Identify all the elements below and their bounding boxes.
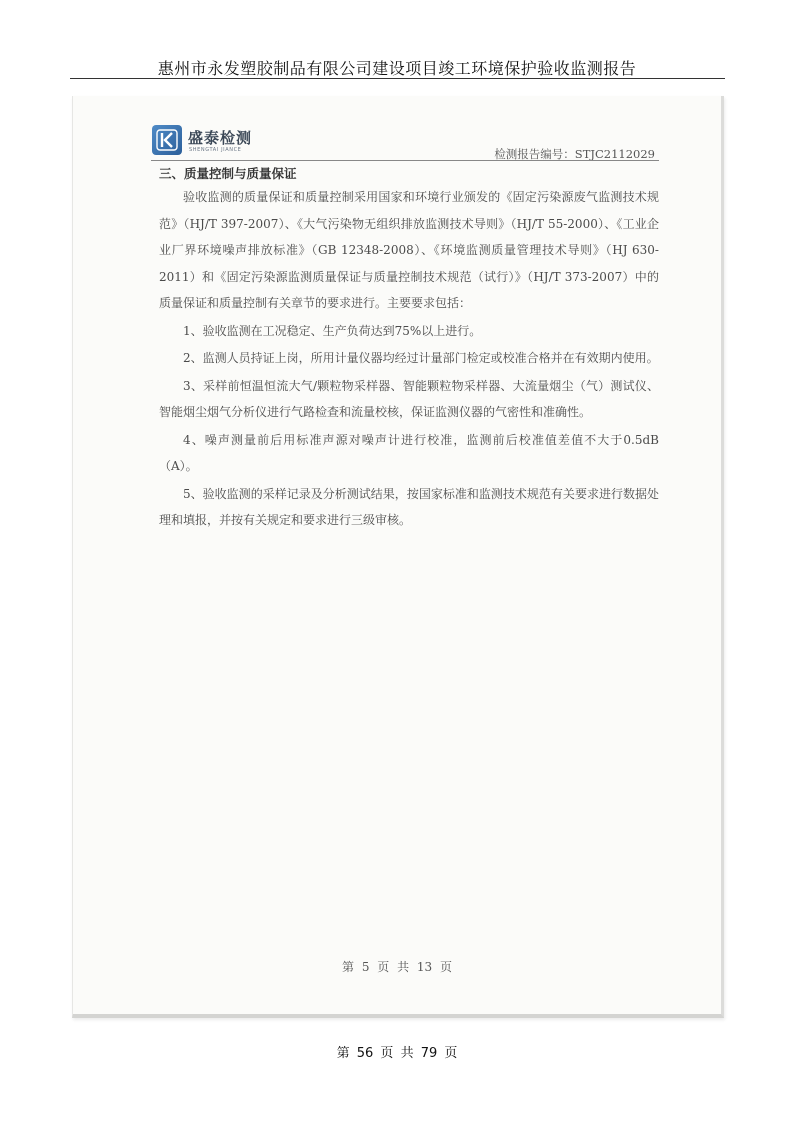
requirement-item: 2、监测人员持证上岗，所用计量仪器均经过计量部门检定或校准合格并在有效期内使用。 [183, 351, 659, 365]
inner-page-number: 第 5 页 共 13 页 [342, 960, 452, 974]
requirement-item: 1、验收监测在工况稳定、生产负荷达到75%以上进行。 [183, 323, 482, 338]
scanned-report-page [72, 96, 724, 1018]
inner-divider [151, 160, 659, 161]
report-number: 检测报告编号：STJC2112029 [494, 147, 655, 161]
requirement-item: 3、采样前恒温恒流大气/颗粒物采样器、智能颗粒物采样器、大流量烟尘（气）测试仪、智能烟尘烟气分析仪进行气路检查和流量校核，保证监测仪器的气密性和准确性。 [159, 378, 659, 419]
section-title: 三、质量控制与质量保证 [159, 166, 297, 181]
intro-paragraph: 验收监测的质量保证和质量控制采用国家和环境行业颁发的《固定污染源废气监测技术规范》（HJ/T 397-2007）、《大气污染物无组织排放监测技术导则》（HJ/T 55-2000）、《工业企业厂界环境噪声排放标准》（GB 12348-2008）、《环境监测质量管理技术导则》（HJ 630-2011）和《固定污染源监测质量保证与质量控制技术规范（试行）》（HJ/T 373-2007）中的质量保证和质量控制有关章节的要求进行。主要要求包括： [159, 190, 659, 310]
shengtai-logo-icon [152, 125, 182, 155]
document-page-number: 第 56 页 共 79 页 [336, 1046, 458, 1061]
header-divider [70, 78, 725, 79]
company-logo-subtitle: SHENGTAI JIANCE [189, 147, 242, 153]
document-header-title: 惠州市永发塑胶制品有限公司建设项目竣工环境保护验收监测报告 [157, 59, 637, 78]
company-logo-name: 盛泰检测 [188, 129, 253, 147]
requirement-item: 4、噪声测量前后用标准声源对噪声计进行校准，监测前后校准值差值不大于0.5dB（A）。 [159, 432, 659, 473]
section-body [159, 184, 659, 534]
requirement-item: 5、验收监测的采样记录及分析测试结果，按国家标准和监测技术规范有关要求进行数据处理和填报，并按有关规定和要求进行三级审核。 [159, 486, 659, 527]
